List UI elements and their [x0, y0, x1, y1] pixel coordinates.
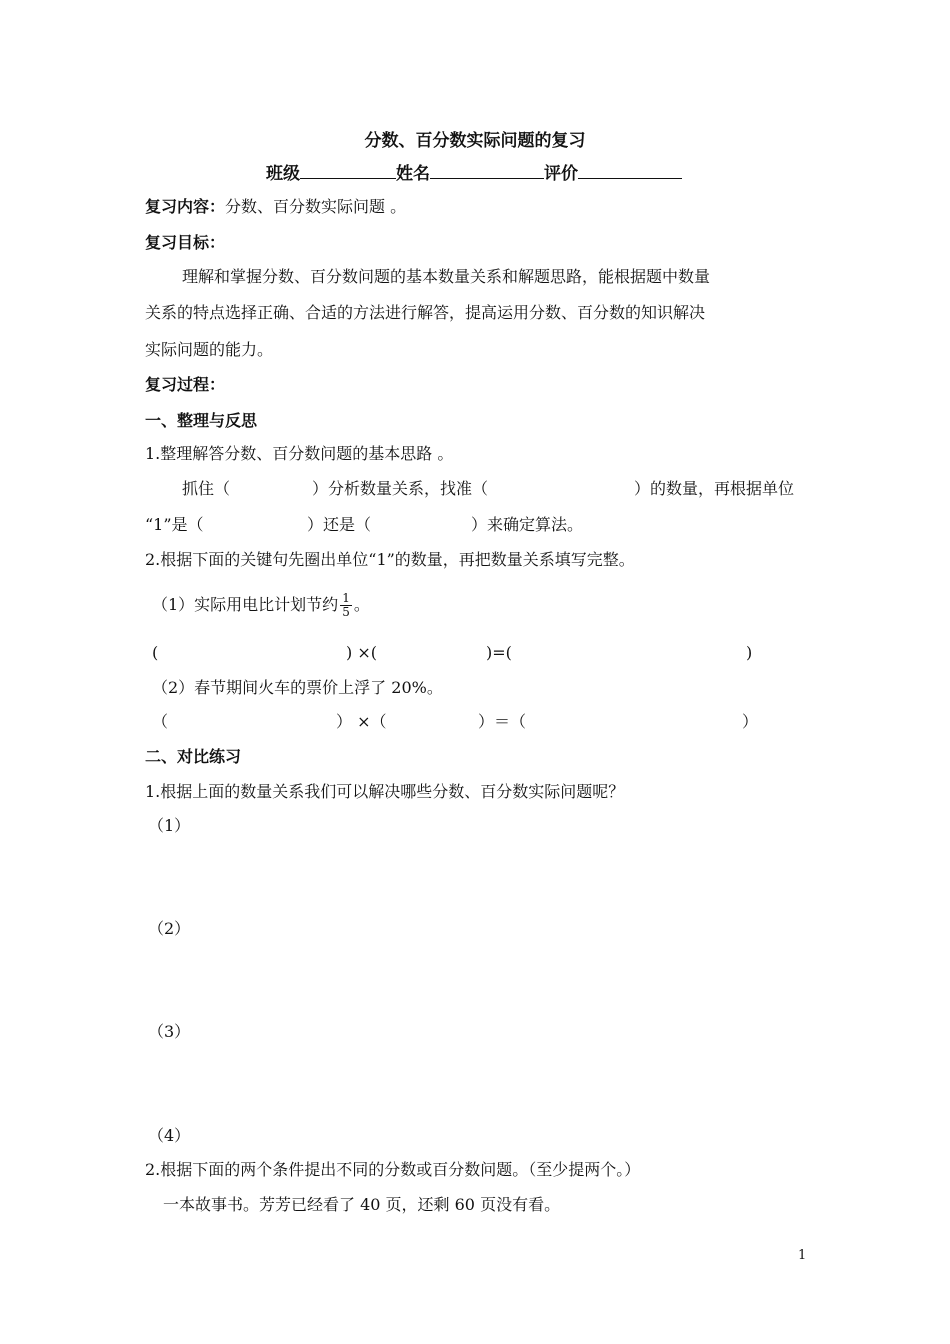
answer-item-2: （2） — [148, 919, 191, 938]
page-number: 1 — [798, 1248, 807, 1263]
item2-line: （2）春节期间火车的票价上浮了 20%。 — [152, 678, 443, 697]
answer-item-1: （1） — [148, 816, 191, 835]
section2-q2-text: 一本故事书。芳芳已经看了 40 页，还剩 60 页没有看。 — [163, 1195, 561, 1214]
review-content-label: 复习内容： — [145, 197, 226, 216]
section2-heading: 二、对比练习 — [145, 747, 242, 766]
section1-heading: 一、整理与反思 — [145, 411, 258, 430]
section1-q1: 1.整理解答分数、百分数问题的基本思路 。 — [145, 444, 454, 463]
process-label: 复习过程： — [145, 375, 226, 394]
eval-label: 评价 — [544, 164, 578, 184]
goal-line-3: 实际问题的能力。 — [145, 340, 274, 359]
review-content — [145, 196, 406, 218]
item1-line: （1）实际用电比计划节约 $\frac{1}{5}$ 。 — [152, 591, 370, 619]
name-field[interactable] — [430, 160, 544, 179]
class-field[interactable] — [300, 160, 396, 179]
answer-item-3: （3） — [148, 1022, 191, 1041]
name-label: 姓名 — [396, 164, 430, 184]
goal-line-1: 理解和掌握分数、百分数问题的基本数量关系和解题思路，能根据题中数量 — [182, 267, 711, 286]
goal-line-2: 关系的特点选择正确、合适的方法进行解答，提高运用分数、百分数的知识解决 — [145, 303, 706, 322]
document-title: 分数、百分数实际问题的复习 — [364, 131, 586, 151]
eval-field[interactable] — [578, 160, 682, 179]
fraction-one-fifth: $\frac{1}{5}$ — [342, 591, 350, 619]
review-goal-label: 复习目标： — [145, 233, 226, 252]
section1-q2: 2.根据下面的关键句先圈出单位“1”的数量，再把数量关系填写完整。 — [145, 550, 635, 569]
review-content-text: 分数、百分数实际问题 。 — [225, 197, 407, 216]
section2-q1: 1.根据上面的数量关系我们可以解决哪些分数、百分数实际问题呢？ — [145, 782, 625, 801]
section2-q2: 2.根据下面的两个条件提出不同的分数或百分数问题。（至少提两个。） — [145, 1160, 641, 1179]
header-line — [266, 160, 682, 185]
document-page: 分数、百分数实际问题的复习 班级 姓名 评价 复习内容：分数、百分数实际问题 。 复习目标： 理解和掌握分数、百分数问题的基本数量关系和解题思路，能根据题中数量 关系的特点选择正确、合适的方法进行解答，提高运用分数、百分数的知识解决 实际问题的能力。 复习过程： 一、整理与反思 1.整理解答分数、百分数问题的基本思路 。 抓住（ ）分析数量关系，找准（ ）的数量，再根据单位 “1”是（ ）还是（ ）来确定算法。 2.根据下面的关键句先圈出单位“1”的数量，再把数量关系填写完整。 （1）实际用电比计划节约 $\frac{1}{5}$ 。 ( ) ×( )=( ) （2）春节期间火车的票价上浮了 20%。 （ ） ×（ ）＝（ ） 二、对比练习 1.根据上面的数量关系我们可以解决哪些分数、百分数实际问题呢？ （1） （2） （3） （4） 2.根据下面的两个条件提出不同的分数或百分数问题。（至少提两个。） 一本故事书。芳芳已经看了 40 页，还剩 60 页没有看。 1 — [0, 0, 950, 1344]
answer-item-4: （4） — [148, 1126, 191, 1145]
class-label: 班级 — [266, 164, 300, 184]
